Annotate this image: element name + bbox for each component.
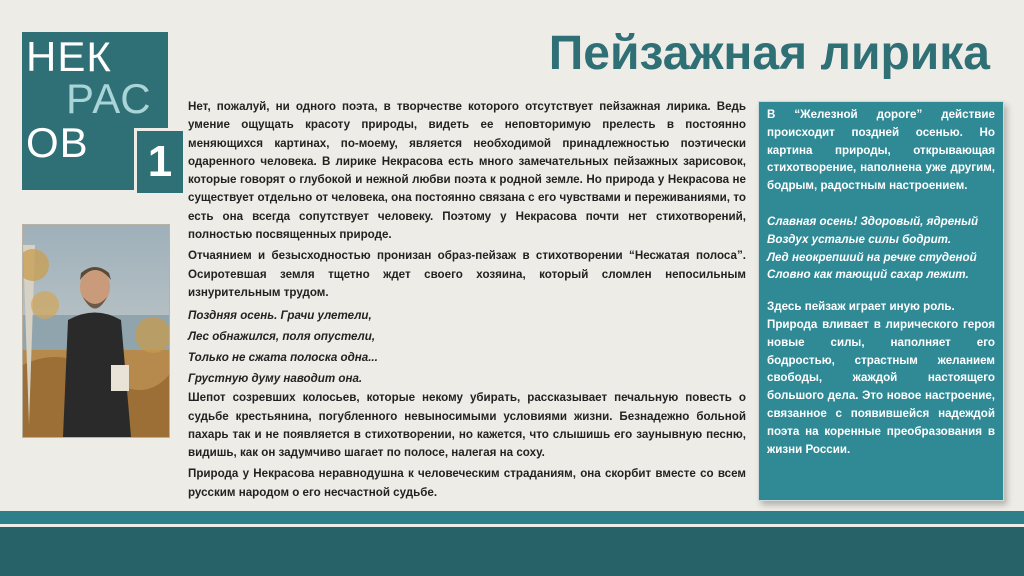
- poem-line: Лед неокрепший на речке студеной: [767, 250, 977, 264]
- footer-band: [0, 511, 1024, 524]
- logo: [22, 32, 173, 190]
- logo-line-1: НЕК: [26, 33, 112, 80]
- side-intro: В “Железной дороге” действие происходит поздней осенью. Но картина природы, открывающая стихотворение, наполнена уже другим, бодрым, радостным настроением.: [767, 108, 995, 193]
- logo-line-2: РАС: [66, 75, 152, 122]
- paragraph: Шепот созревших колосьев, которые некому убирать, рассказывает печальную повесть о судьбе крестьянина, погубленного невыносимыми условиями жизни. Безнадежно больной пахарь так и не появляется в стихотворении, но кажется, что слышишь его заунывную песню, видишь, как он задумчиво шагает по полосе, налегая на соху.: [188, 391, 746, 460]
- poem-line: Славная осень! Здоровый, ядреный: [767, 214, 979, 228]
- slide-number: 1: [134, 128, 183, 193]
- poem-line: Словно как тающий сахар лежит.: [767, 268, 969, 282]
- side-outro-1: Здесь пейзаж играет иную роль.: [767, 300, 955, 314]
- logo-line-3: ОВ: [26, 119, 89, 166]
- side-poem: [767, 213, 995, 284]
- paragraph: Природа у Некрасова неравнодушна к человеческим страданиям, она скорбит вместе со всем русским народом о его несчастной судьбе.: [188, 467, 746, 499]
- page-title: Пейзажная лирика: [548, 27, 990, 80]
- side-outro-2: Природа вливает в лирического героя новые силы, наполняет его бодростью, страстным желанием свободы, жаждой настоящего большого дела. Это новое настроение, связанное с появившейся надеждой поэта на коренные преобразования в жизни России.: [767, 317, 995, 456]
- footer-bar: [0, 527, 1024, 576]
- paragraph: Нет, пожалуй, ни одного поэта, в творчестве которого отсутствует пейзажная лирика. Ведь умение ощущать красоту природы, видеть ее неповторимую прелесть в постоянно меняющихся картинах, по-моему, является необходимой принадлежностью поэтически одаренного человека. В лирике Некрасова есть много замечательных пейзажных зарисовок, которые говорят о глубокой и нежной любви поэта к родной земле. Но природа у Некрасова не существует отдельно от человека, она постоянно связана с его чувствами и переживаниями, то есть она всегда сопутствует человеку. Поэтому у Некрасова почти нет стихотворений, полностью посвященных природе.: [188, 100, 746, 242]
- poem-line: Воздух усталые силы бодрит.: [767, 232, 952, 246]
- poem-line: Грустную думу наводит она.: [188, 372, 363, 386]
- poem-line: Лес обнажился, поля опустели,: [188, 330, 376, 344]
- side-panel: [758, 101, 1004, 501]
- paragraph: Отчаянием и безысходностью пронизан образ-пейзаж в стихотворении “Несжатая полоса”. Осиротевшая земля тщетно ждет своего хозяина, который сломлен непосильным изнурительным трудом.: [188, 249, 746, 299]
- poem-line: Поздняя осень. Грачи улетели,: [188, 309, 372, 323]
- poem-quote: [188, 305, 746, 389]
- nekrasov-portrait: [22, 224, 170, 438]
- poem-line: Только не сжата полоска одна...: [188, 351, 378, 365]
- main-text: [188, 98, 746, 505]
